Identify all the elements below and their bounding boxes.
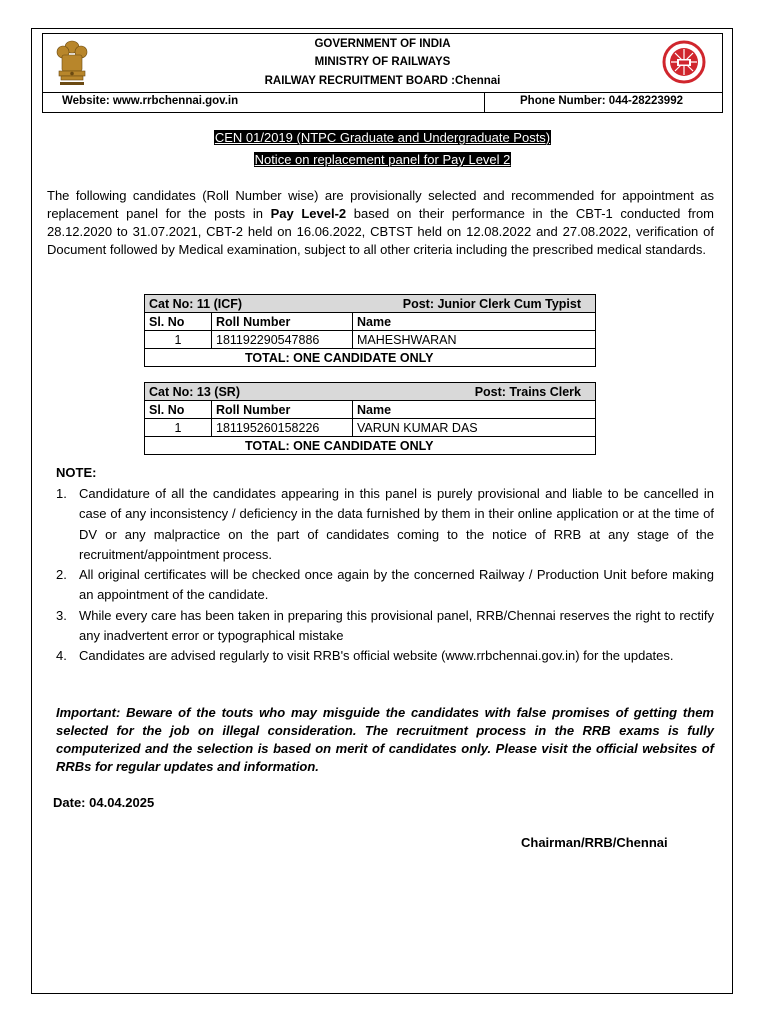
cell-name: MAHESHWARAN	[353, 331, 596, 349]
notes-list	[56, 484, 714, 667]
candidate-table-2	[144, 382, 596, 455]
notice-subtitle: Notice on replacement panel for Pay Level 2	[254, 152, 511, 167]
header-ministry: MINISTRY OF RAILWAYS	[314, 56, 451, 68]
category-label: Cat No: 11 (ICF)	[149, 296, 243, 311]
col-roll-number: Roll Number	[212, 313, 353, 331]
cell-sl-no: 1	[145, 419, 212, 437]
category-label: Cat No: 13 (SR)	[149, 384, 240, 399]
table-row	[145, 419, 596, 437]
signature-text: Chairman/RRB/Chennai	[521, 835, 668, 850]
contact-divider	[484, 93, 485, 113]
list-item: 4. Candidates are advised regularly to visit RRB's official website (www.rrbchennai.gov.in) for the updates.	[56, 648, 674, 664]
intro-paragraph: The following candidates (Roll Number wise) are provisionally selected and recommended for appointment as replacement panel for the posts in Pay Level-2 based on their performance in the CBT-1 conducted from 28.12.2020 to 31.07.2021, CBT-2 held on 16.06.2022, CBTST held on 12.08.2022 and 27.08.2022, verification of Document followed by Medical examination, subject to all other criteria including the prescribed medical standards.	[47, 188, 715, 257]
cell-roll-number: 181192290547886	[212, 331, 353, 349]
table-category-row	[145, 295, 596, 313]
cell-roll-number: 181195260158226	[212, 419, 353, 437]
col-sl-no: Sl. No	[145, 401, 212, 419]
important-warning: Important: Beware of the touts who may misguide the candidates with false promises of getting them selected for the job on illegal consideration. The recruitment process in the RRB exams is fully computerized and the selection is based on merit of candidates only. Please visit the official websites of RRBs for regular updates and information.	[56, 705, 714, 774]
list-item: 1. Candidature of all the candidates appearing in this panel is purely provisional and liable to be cancelled in case of any inconsistency / deficiency in the data furnished by them in their online application or at the time of DV or any malpractice on the part of candidates coming to the notice of RRB at any stage of the recruitment/appointment process.	[56, 486, 714, 562]
total-text: TOTAL: ONE CANDIDATE ONLY	[145, 349, 596, 367]
phone-text: Phone Number: 044-28223992	[520, 95, 683, 107]
col-name: Name	[353, 401, 596, 419]
col-sl-no: Sl. No	[145, 313, 212, 331]
cell-name: VARUN KUMAR DAS	[353, 419, 596, 437]
list-item: 2. All original certificates will be checked once again by the concerned Railway / Production Unit before making an appointment of the candidate.	[56, 567, 714, 603]
total-text: TOTAL: ONE CANDIDATE ONLY	[145, 437, 596, 455]
date-text: Date: 04.04.2025	[53, 795, 155, 810]
header-board: RAILWAY RECRUITMENT BOARD :Chennai	[264, 75, 501, 87]
table-total-row	[145, 349, 596, 367]
website-text: Website: www.rrbchennai.gov.in	[62, 95, 239, 107]
post-label: Post: Trains Clerk	[474, 384, 581, 399]
header-government: GOVERNMENT OF INDIA	[314, 38, 451, 50]
table-header-row	[145, 313, 596, 331]
cell-sl-no: 1	[145, 331, 212, 349]
list-item: 3. While every care has been taken in preparing this provisional panel, RRB/Chennai reserves the right to rectify any inadvertent error or typographical mistake	[56, 607, 714, 644]
table-category-row	[145, 383, 596, 401]
table-header-row	[145, 401, 596, 419]
note-heading: NOTE:	[56, 465, 97, 480]
candidate-table-1	[144, 294, 596, 367]
pay-level-text: Pay Level-2	[270, 206, 347, 221]
col-roll-number: Roll Number	[212, 401, 353, 419]
post-label: Post: Junior Clerk Cum Typist	[402, 296, 581, 311]
table-total-row	[145, 437, 596, 455]
notice-title: CEN 01/2019 (NTPC Graduate and Undergraduate Posts)	[214, 130, 551, 145]
table-row	[145, 331, 596, 349]
col-name: Name	[353, 313, 596, 331]
